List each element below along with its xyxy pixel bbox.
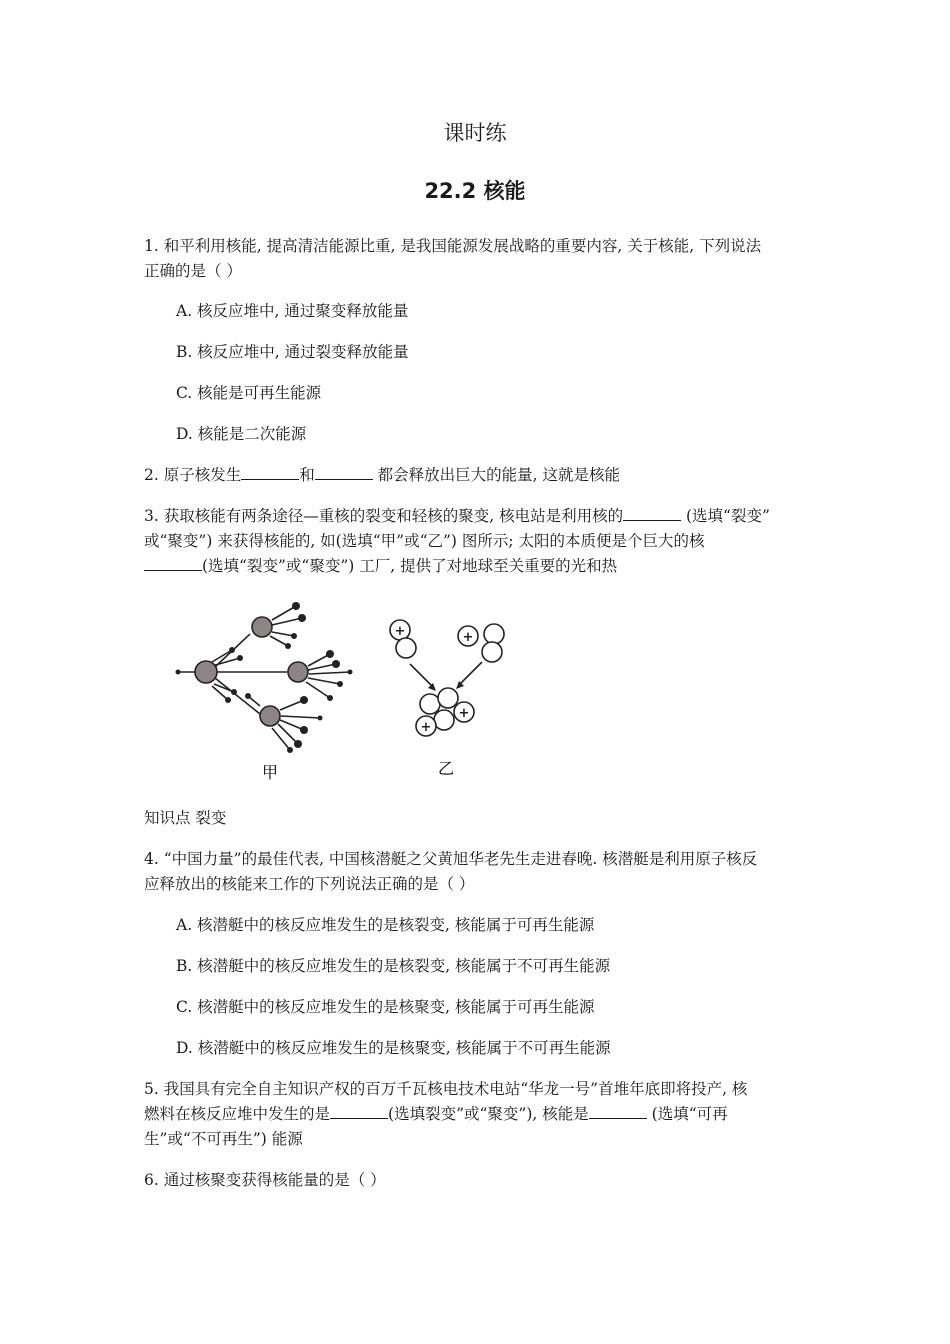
q3-text-2: (选填“裂变”	[681, 507, 770, 525]
q2-text-2: 和	[299, 466, 315, 484]
q3-blank-1	[623, 506, 681, 521]
q3-stem-line3	[144, 553, 617, 579]
q2-stem	[144, 462, 620, 488]
q3-blank-2	[144, 556, 202, 571]
q1-stem-line2: 正确的是（ ）	[144, 262, 242, 280]
fusion-diagram	[390, 620, 504, 736]
q4-option-c: C. 核潜艇中的核反应堆发生的是核聚变, 核能属于可再生能源	[176, 998, 595, 1016]
q1-stem-line1: 1. 和平利用核能, 提高清洁能源比重, 是我国能源发展战略的重要内容, 关于核能, 下列说法	[144, 237, 762, 255]
figure-label-right: 乙	[437, 759, 455, 778]
q4-option-b: B. 核潜艇中的核反应堆发生的是核裂变, 核能属于不可再生能源	[176, 957, 611, 975]
q2-blank-2	[315, 465, 373, 480]
q3-text-1: 3. 获取核能有两条途径—重核的裂变和轻核的聚变, 核电站是利用核的	[144, 507, 624, 525]
svg-text:+: +	[458, 706, 470, 721]
q1-option-a: A. 核反应堆中, 通过聚变释放能量	[176, 302, 409, 320]
q3-stem-line1	[144, 503, 770, 529]
q5-blank-1	[330, 1104, 388, 1119]
section-title: 22.2 核能	[424, 179, 526, 203]
svg-text:+: +	[394, 624, 406, 639]
q6-stem: 6. 通过核聚变获得核能量的是（ ）	[144, 1171, 386, 1189]
q1-option-d: D. 核能是二次能源	[176, 425, 307, 443]
knowledge-point: 知识点 裂变	[144, 809, 227, 827]
figure-label-left: 甲	[261, 763, 279, 782]
q2-blank-1	[241, 465, 299, 480]
q2-text-3: 都会释放出巨大的能量, 这就是核能	[372, 466, 621, 484]
svg-text:+: +	[420, 720, 432, 735]
nuclear-reaction-figure	[144, 592, 524, 788]
q4-stem-line2: 应释放出的核能来工作的下列说法正确的是（ ）	[144, 875, 475, 893]
q5-text-2: (选填裂变”或“聚变”), 核能是	[388, 1105, 589, 1123]
q3-stem-line2: 或“聚变”) 来获得核能的, 如(选填“甲”或“乙”) 图所示; 太阳的本质便是个巨大的核	[144, 532, 705, 550]
page-title: 课时练	[443, 121, 507, 145]
q5-blank-2	[589, 1104, 647, 1119]
q5-text-1: 燃料在核反应堆中发生的是	[144, 1105, 331, 1123]
q1-option-b: B. 核反应堆中, 通过裂变释放能量	[176, 343, 409, 361]
q2-text-1: 2. 原子核发生	[144, 466, 242, 484]
q4-stem-line1: 4. “中国力量”的最佳代表, 中国核潜艇之父黄旭华老先生走进春晚. 核潜艇是利用原子核反	[144, 850, 758, 868]
q3-text-3: (选填“裂变”或“聚变”) 工厂, 提供了对地球至关重要的光和热	[202, 557, 618, 575]
svg-text:+: +	[462, 630, 474, 645]
q1-option-c: C. 核能是可再生能源	[176, 384, 322, 402]
q5-stem-line1: 5. 我国具有完全自主知识产权的百万千瓦核电技术电站“华龙一号”首堆年底即将投产, 核	[144, 1080, 748, 1098]
q4-option-d: D. 核潜艇中的核反应堆发生的是核聚变, 核能属于不可再生能源	[176, 1039, 611, 1057]
fission-fusion-diagram	[144, 592, 524, 788]
q5-stem-line3: 生”或“不可再生”) 能源	[144, 1130, 303, 1148]
q5-text-3: (选填“可再	[646, 1105, 728, 1123]
q4-option-a: A. 核潜艇中的核反应堆发生的是核裂变, 核能属于可再生能源	[176, 916, 595, 934]
q5-stem-line2	[144, 1101, 728, 1127]
